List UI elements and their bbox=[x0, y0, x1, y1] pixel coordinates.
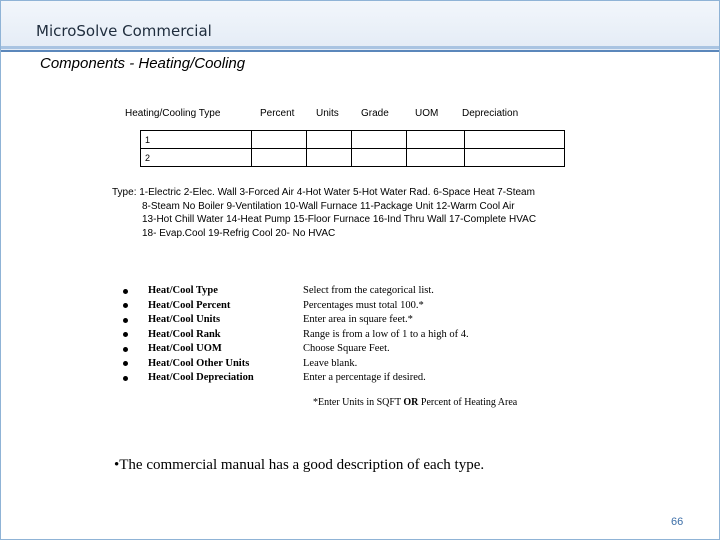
field-name: Heat/Cool Percent bbox=[148, 299, 231, 311]
bullet-dot bbox=[123, 332, 128, 337]
list-item bbox=[123, 371, 469, 386]
table-row bbox=[141, 149, 565, 167]
row-number: 2 bbox=[141, 149, 252, 167]
list-item bbox=[123, 284, 469, 299]
col-header-grade: Grade bbox=[361, 108, 389, 119]
cell-depreciation[interactable] bbox=[465, 131, 565, 149]
field-desc: Enter area in square feet.* bbox=[303, 314, 413, 325]
table-row bbox=[141, 131, 565, 149]
type-line: Type: 1-Electric 2-Elec. Wall 3-Forced Air 4-Hot Water 5-Hot Water Rad. 6-Space Heat 7-Steam bbox=[112, 187, 535, 198]
field-desc: Select from the categorical list. bbox=[303, 285, 434, 296]
list-item bbox=[123, 328, 469, 343]
field-bullet-list bbox=[123, 284, 469, 386]
col-header-depreciation: Depreciation bbox=[462, 108, 519, 119]
bullet-dot bbox=[123, 303, 128, 308]
cell-uom[interactable] bbox=[407, 149, 465, 167]
type-line: 13-Hot Chill Water 14-Heat Pump 15-Floor Furnace 16-Ind Thru Wall 17-Complete HVAC bbox=[142, 214, 537, 225]
bullet-icon: • bbox=[114, 457, 120, 473]
slide-title: Components - Heating/Cooling bbox=[40, 55, 246, 72]
bullet-dot bbox=[123, 361, 128, 366]
cell-depreciation[interactable] bbox=[465, 149, 565, 167]
page-number: 66 bbox=[671, 516, 684, 528]
bullet-dot bbox=[123, 347, 128, 352]
type-list bbox=[112, 186, 536, 240]
cell-grade[interactable] bbox=[352, 131, 407, 149]
field-desc: Leave blank. bbox=[303, 357, 358, 369]
col-header-units: Units bbox=[316, 108, 339, 119]
bullet-dot bbox=[123, 318, 128, 323]
type-line: 8-Steam No Boiler 9-Ventilation 10-Wall Furnace 11-Package Unit 12-Warm Cool Air bbox=[142, 200, 515, 212]
bullet-dot bbox=[123, 376, 128, 381]
list-item bbox=[123, 342, 469, 357]
cell-units[interactable] bbox=[307, 149, 352, 167]
cell-units[interactable] bbox=[307, 131, 352, 149]
cell-percent[interactable] bbox=[252, 131, 307, 149]
footer-statement: •The commercial manual has a good description of each type. bbox=[114, 457, 485, 473]
list-item bbox=[123, 357, 469, 372]
col-header-uom: UOM bbox=[415, 108, 439, 119]
field-name: Heat/Cool Rank bbox=[148, 328, 221, 340]
col-header-type: Heating/Cooling Type bbox=[125, 108, 221, 119]
field-desc: Percentages must total 100.* bbox=[303, 299, 424, 311]
heating-cooling-table bbox=[140, 130, 565, 167]
field-name: Heat/Cool UOM bbox=[148, 343, 222, 354]
field-name: Heat/Cool Depreciation bbox=[148, 372, 254, 383]
field-name: Heat/Cool Other Units bbox=[148, 357, 250, 369]
cell-percent[interactable] bbox=[252, 149, 307, 167]
row-number: 1 bbox=[141, 131, 252, 149]
field-name: Heat/Cool Type bbox=[148, 285, 218, 296]
list-item bbox=[123, 313, 469, 328]
col-header-percent: Percent bbox=[260, 108, 295, 119]
brand-title: MicroSolve Commercial bbox=[36, 22, 212, 40]
field-desc: Range is from a low of 1 to a high of 4. bbox=[303, 328, 469, 340]
list-item bbox=[123, 299, 469, 314]
units-note: *Enter Units in SQFT OR Percent of Heating Area bbox=[313, 397, 518, 408]
field-name: Heat/Cool Units bbox=[148, 314, 221, 325]
type-line: 18- Evap.Cool 19-Refrig Cool 20- No HVAC bbox=[142, 227, 336, 239]
type-label: Type bbox=[112, 187, 134, 198]
field-desc: Enter a percentage if desired. bbox=[303, 372, 426, 383]
bullet-dot bbox=[123, 289, 128, 294]
field-desc: Choose Square Feet. bbox=[303, 343, 390, 354]
cell-grade[interactable] bbox=[352, 149, 407, 167]
cell-uom[interactable] bbox=[407, 131, 465, 149]
